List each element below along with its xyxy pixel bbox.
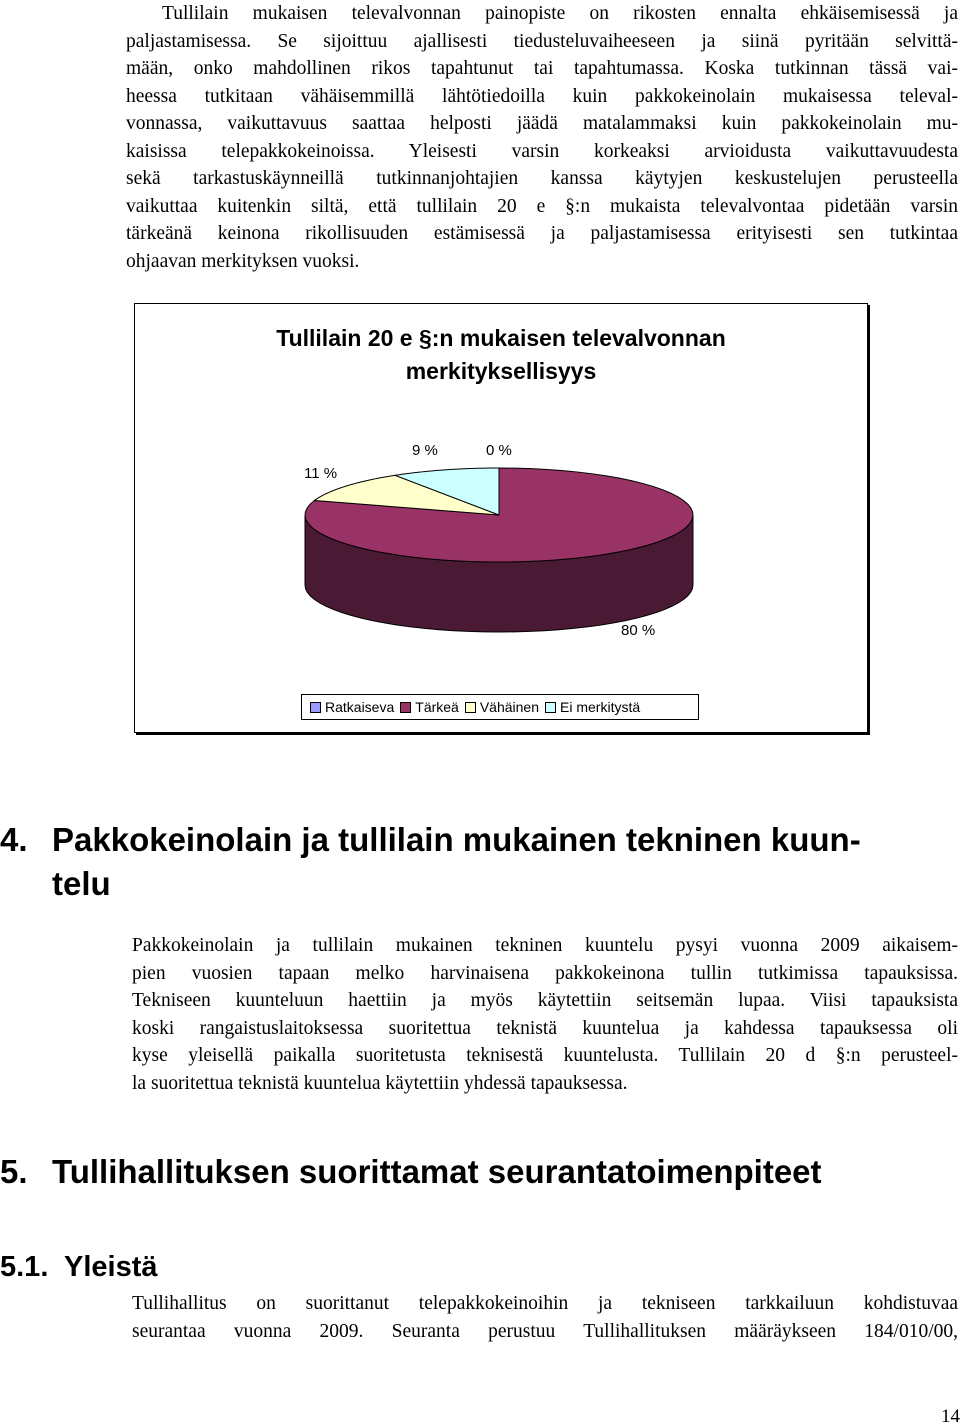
paragraph-line: tärkeänä keinona rikollisuuden estämisessä ja paljastamisessa erityisesti sen tutkintaa [126, 223, 958, 244]
paragraph-line: vaikuttaa kuitenkin siltä, että tullilain 20 e §:n mukaista televalvontaa pidetään varsin [126, 195, 958, 217]
paragraph-line: kyse yleisellä paikalla suoritetusta teknisestä kuuntelusta. Tullilain 20 d §:n perusteel- [132, 1045, 958, 1066]
section-5-heading [0, 1150, 822, 1194]
section-number: 5. [0, 1153, 28, 1190]
section-5-1-paragraph [132, 1290, 958, 1345]
paragraph-line: sekä tarkastuskäynneillä tutkinnanjohtajien kanssa käytyjen keskustelujen perusteella [126, 168, 958, 189]
paragraph-line: heessa tutkitaan vähäisemmillä lähtötiedoilla kuin pakkokeinolain mukaisessa televal- [126, 85, 958, 107]
pie-chart [134, 303, 868, 733]
legend-label: Ratkaiseva [325, 699, 395, 715]
legend-swatch [545, 702, 556, 713]
paragraph-line: mään, onko mahdollinen rikos tapahtunut tai tapahtumassa. Koska tutkinnan tässä vai- [126, 58, 958, 79]
legend-label: Tärkeä [415, 699, 459, 715]
paragraph-line: Tullilain mukaisen televalvonnan painopiste on rikosten ennalta ehkäisemisessä ja [162, 3, 958, 24]
paragraph-line: koski rangaistuslaitoksessa suoritettua teknistä kuuntelua ja kahdessa tapauksessa oli [132, 1017, 958, 1039]
paragraph-line: la suoritettua teknistä kuuntelua käytettiin yhdessä tapauksessa. [132, 1072, 628, 1094]
paragraph-line: Tullihallitus on suorittanut telepakkokeinoihin ja tekniseen tarkkailuun kohdistuvaa [132, 1293, 958, 1314]
paragraph-line: ohjaavan merkityksen vuoksi. [126, 250, 360, 272]
legend-label: Vähäinen [479, 699, 540, 715]
section-title: Yleistä [64, 1251, 158, 1283]
paragraph-line: seurantaa vuonna 2009. Seuranta perustuu Tullihallituksen määräykseen 184/010/00, [132, 1320, 958, 1342]
legend-swatch [400, 702, 411, 713]
paragraph-line: pien vuosien tapaan melko harvinaisena pakkokeinona tullin tutkimissa tapauksissa. [132, 962, 958, 984]
section-number: 5.1. [0, 1251, 49, 1283]
chart-title-line: merkityksellisyys [405, 358, 597, 384]
section-title: Tullihallituksen suorittamat seurantatoimenpiteet [52, 1153, 822, 1190]
label-ratkaiseva: 0 % [486, 442, 512, 459]
section-title: Pakkokeinolain ja tullilain mukainen tekninen kuun- [52, 821, 861, 858]
label-tarkea: 80 % [621, 622, 656, 639]
legend-swatch [310, 702, 321, 713]
section-4-heading [0, 818, 960, 906]
legend-swatch [465, 702, 476, 713]
section-4-paragraph [132, 932, 958, 1097]
legend-item-ei-merkitysta [545, 699, 640, 715]
paragraph-line: Pakkokeinolain ja tullilain mukainen tekninen kuuntelu pysyi vuonna 2009 aikaisem- [132, 935, 958, 956]
paragraph-line: paljastamisessa. Se sijoittuu ajallisesti tiedusteluvaiheeseen ja siinä pyritään selvittä- [126, 30, 958, 52]
pie-plot [135, 304, 867, 732]
legend-item-tarkea [400, 699, 459, 715]
paragraph-line: vonnassa, vaikuttavuus saattaa helposti jäädä matalammaksi kuin pakkokeinolain mu- [126, 113, 958, 134]
label-ei-merkitysta: 9 % [412, 442, 438, 459]
label-vahainen: 11 % [304, 465, 338, 482]
section-5-1-heading [0, 1248, 158, 1286]
paragraph-line: kaisissa telepakkokeinoissa. Yleisesti varsin korkeaksi arvioidusta vaikuttavuudesta [126, 140, 958, 162]
page-number: 14 [941, 1406, 960, 1427]
legend-label: Ei merkitystä [560, 699, 641, 715]
chart-title-line: Tullilain 20 e §:n mukaisen televalvonnan [276, 325, 726, 351]
paragraph-line: Tekniseen kuunteluun haettiin ja myös käytettiin seitsemän lupaa. Viisi tapauksista [132, 990, 958, 1011]
section-number: 4. [0, 821, 28, 858]
chart-legend [301, 694, 699, 720]
intro-paragraph [126, 0, 958, 275]
section-title: telu [52, 865, 111, 902]
legend-item-vahainen [465, 699, 539, 715]
legend-item-ratkaiseva [310, 699, 394, 715]
